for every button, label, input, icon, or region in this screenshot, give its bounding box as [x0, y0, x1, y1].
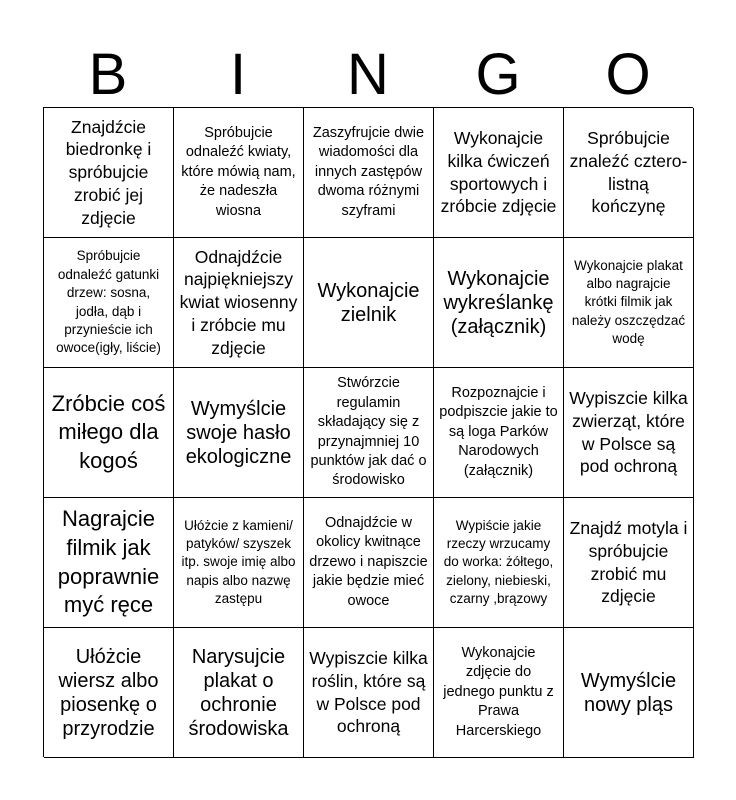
bingo-cell[interactable]: Wykonajcie zdjęcie do jednego punktu z Prawa Harcerskiego: [434, 628, 564, 758]
bingo-cell[interactable]: Spróbujcie znaleźć cztero-listną kończynę: [564, 108, 694, 238]
bingo-cell[interactable]: Zaszyfrujcie dwie wiadomości dla innych zastępów dwoma różnymi szyframi: [304, 108, 434, 238]
bingo-cell[interactable]: Znajdźcie biedronkę i spróbujcie zrobić jej zdjęcie: [44, 108, 174, 238]
bingo-cell[interactable]: Wykonajcie kilka ćwiczeń sportowych i zróbcie zdjęcie: [434, 108, 564, 238]
bingo-cell[interactable]: Odnajdźcie w okolicy kwitnące drzewo i napiszcie jakie będzie mieć owoce: [304, 498, 434, 628]
bingo-cell[interactable]: Wykonajcie zielnik: [304, 238, 434, 368]
header-letter-i: I: [229, 42, 247, 107]
bingo-cell[interactable]: Ułóżcie z kamieni/ patyków/ szyszek itp. swoje imię albo napis albo nazwę zastępu: [174, 498, 304, 628]
header-letter-n: N: [347, 42, 389, 107]
bingo-cell[interactable]: Wypiście jakie rzeczy wrzucamy do worka: żółtego, zielony, niebieski, czarny ,brązowy: [434, 498, 564, 628]
bingo-cell[interactable]: Spróbujcie odnaleźć gatunki drzew: sosna, jodła, dąb i przynieście ich owoce(igły, liście): [44, 238, 174, 368]
bingo-header: [43, 40, 693, 110]
bingo-cell[interactable]: Ułóżcie wiersz albo piosenkę o przyrodzie: [44, 628, 174, 758]
bingo-cell[interactable]: Rozpoznajcie i podpiszcie jakie to są loga Parków Narodowych (załącznik): [434, 368, 564, 498]
bingo-cell[interactable]: Stwórzcie regulamin składający się z przynajmniej 10 punktów jak dać o środowisko: [304, 368, 434, 498]
bingo-cell[interactable]: Narysujcie plakat o ochronie środowiska: [174, 628, 304, 758]
bingo-cell[interactable]: Nagrajcie filmik jak poprawnie myć ręce: [44, 498, 174, 628]
bingo-board: [43, 107, 693, 757]
bingo-cell[interactable]: Odnajdźcie najpiękniejszy kwiat wiosenny i zróbcie mu zdjęcie: [174, 238, 304, 368]
bingo-cell[interactable]: Wymyślcie nowy pląs: [564, 628, 694, 758]
bingo-cell[interactable]: Zróbcie coś miłego dla kogoś: [44, 368, 174, 498]
header-letter-o: O: [605, 42, 651, 107]
bingo-cell[interactable]: Wymyślcie swoje hasło ekologiczne: [174, 368, 304, 498]
bingo-cell[interactable]: Wypiszcie kilka zwierząt, które w Polsce są pod ochroną: [564, 368, 694, 498]
header-letter-g: G: [475, 42, 521, 107]
bingo-cell[interactable]: Wykonajcie wykreślankę (załącznik): [434, 238, 564, 368]
bingo-cell[interactable]: Wykonajcie plakat albo nagrajcie krótki filmik jak należy oszczędzać wodę: [564, 238, 694, 368]
bingo-cell[interactable]: Znajdź motyla i spróbujcie zrobić mu zdjęcie: [564, 498, 694, 628]
bingo-cell[interactable]: Spróbujcie odnaleźć kwiaty, które mówią nam, że nadeszła wiosna: [174, 108, 304, 238]
bingo-cell[interactable]: Wypiszcie kilka roślin, które są w Polsce pod ochroną: [304, 628, 434, 758]
header-letter-b: B: [88, 42, 128, 107]
